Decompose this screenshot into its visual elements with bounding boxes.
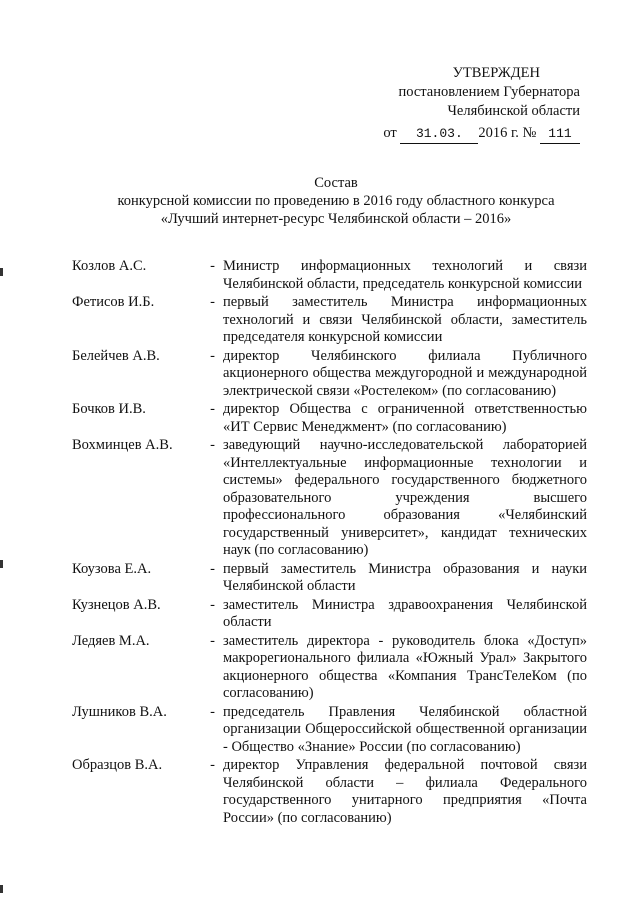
approval-date-line	[320, 124, 580, 144]
member-name: Лушников В.А.	[72, 703, 167, 720]
member-name: Образцов В.А.	[72, 757, 163, 773]
title-line-2: конкурсной комиссии по проведению в 2016 году областного конкурса	[117, 193, 555, 209]
approval-heading: УТВЕРЖДЕН	[452, 65, 540, 81]
member-dash: -	[210, 757, 215, 773]
member-dash: -	[210, 560, 215, 577]
scan-margin-mark	[0, 560, 3, 568]
member-row	[72, 561, 587, 596]
member-row	[72, 597, 587, 632]
member-dash: -	[210, 596, 215, 613]
member-dash: -	[210, 294, 215, 310]
title-line-3: «Лучший интернет-ресурс Челябинской области – 2016»	[160, 211, 512, 227]
member-row	[72, 401, 587, 436]
member-row	[72, 633, 587, 703]
member-name: Бочков И.В.	[72, 401, 146, 417]
member-name: Козлов А.С.	[72, 258, 147, 274]
member-row	[72, 437, 587, 560]
commission-members-list	[72, 258, 587, 828]
member-role: заведующий научно-исследовательской лабораторией «Интеллектуальные информационные технологии и системы» федерального государственного бюджетного образовательного учреждения высшего профессионального образования «Челябинский государственный университет», кандидат технических наук (по согласованию)	[223, 437, 587, 558]
member-name: Фетисов И.Б.	[72, 294, 155, 310]
member-row	[72, 704, 587, 757]
approval-line-2: Челябинской области	[447, 103, 580, 119]
approval-line-1: постановлением Губернатора	[398, 84, 580, 100]
member-role: заместитель директора - руководитель блока «Доступ» макрорегионального филиала «Южный Урал» Закрытого акционерного общества «Компания ТрансТелеКом (по согласованию)	[223, 632, 587, 701]
member-role: директор Общества с ограниченной ответственностью «ИТ Сервис Менеджмент» (по согласованию)	[223, 401, 587, 435]
decree-number: 111	[540, 124, 580, 144]
member-name: Белейчев А.В.	[72, 347, 160, 364]
member-dash: -	[210, 401, 215, 417]
member-role: заместитель Министра здравоохранения Челябинской области	[223, 596, 587, 630]
member-row	[72, 294, 587, 347]
member-dash: -	[210, 347, 215, 364]
member-name: Кузнецов А.В.	[72, 596, 161, 613]
member-dash: -	[210, 703, 215, 720]
member-dash: -	[210, 258, 215, 274]
member-role: Министр информационных технологий и связи Челябинской области, председатель конкурсной комиссии	[223, 258, 587, 292]
member-role: директор Челябинского филиала Публичного акционерного общества междугородной и международной электрической связи «Ростелеком» (по согласованию)	[223, 347, 587, 399]
member-row	[72, 348, 587, 401]
document-title	[80, 174, 592, 228]
scan-margin-mark	[0, 885, 3, 893]
member-dash: -	[210, 632, 215, 649]
date-prefix: от	[383, 125, 397, 141]
member-role: первый заместитель Министра образования и науки Челябинской области	[223, 560, 587, 594]
member-name: Коузова Е.А.	[72, 560, 152, 577]
scan-margin-mark	[0, 268, 3, 276]
date-value: 31.03.	[400, 124, 478, 144]
date-suffix: 2016 г. №	[478, 125, 537, 141]
member-role: председатель Правления Челябинской областной организации Общероссийской общественной организации - Общество «Знание» России (по согласованию)	[223, 703, 587, 755]
member-name: Ледяев М.А.	[72, 632, 150, 649]
title-line-1: Состав	[314, 175, 358, 191]
member-row	[72, 757, 587, 827]
member-row	[72, 258, 587, 293]
member-role: первый заместитель Министра информационных технологий и связи Челябинской области, заместитель председателя конкурсной комиссии	[223, 294, 587, 345]
member-name: Вохминцев А.В.	[72, 437, 173, 453]
member-role: директор Управления федеральной почтовой связи Челябинской области – филиала Федерального государственного унитарного предприятия «Почта России» (по согласованию)	[223, 757, 587, 826]
member-dash: -	[210, 437, 215, 453]
approval-block	[320, 64, 580, 144]
